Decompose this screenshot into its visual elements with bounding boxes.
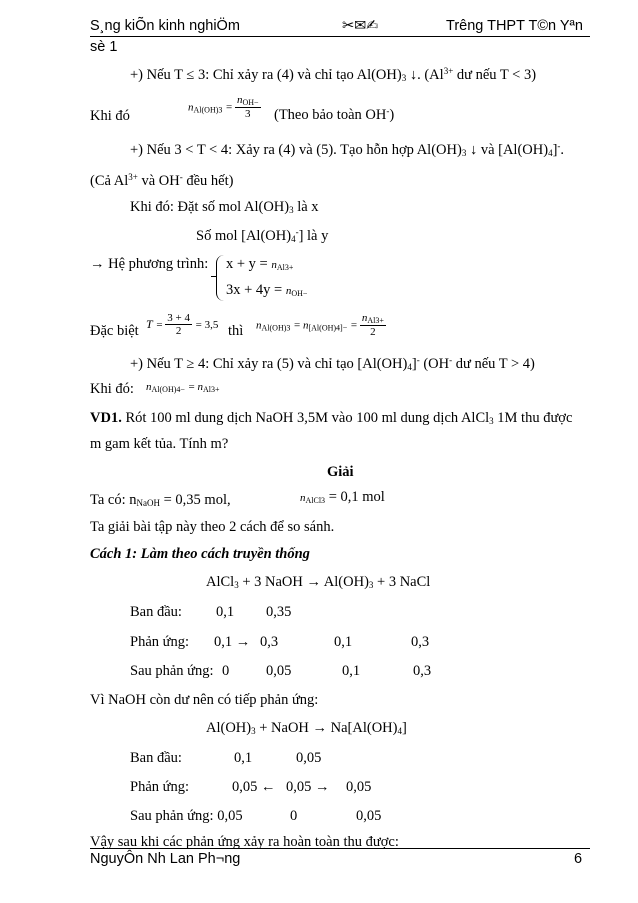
t1-react-alcl3: 0,1 → [214, 634, 251, 650]
t1-initial-label: Ban đầu: [130, 604, 182, 620]
t1-after-label: Sau phản ứng: [130, 663, 214, 679]
t1-after-naoh: 0,05 [266, 663, 292, 679]
t1-after-aloh3: 0,1 [342, 663, 361, 679]
given-alcl3: $n_{AlCl3} = 0,1$ mol [300, 489, 385, 505]
t2-react-product: 0,05 [346, 779, 372, 795]
page-number: 6 [574, 851, 583, 867]
when-label-2: Khi đó: [90, 381, 134, 397]
t2-after-naoh: 0 [290, 808, 298, 824]
system-brace [216, 255, 225, 301]
t2-after-product: 0,05 [356, 808, 382, 824]
special-then: thì [228, 323, 244, 339]
t2-react-aloh3: 0,05 ← [232, 779, 276, 795]
t1-react-nacl: 0,3 [411, 634, 430, 650]
header-rule [90, 36, 590, 37]
header-title: S¸ng kiÕn kinh nghiÖm [90, 18, 240, 34]
case-t-between-3-4: +) Nếu 3 < T < 4: Xảy ra (4) và (5). Tạo hỗn hợp $Al(OH)_3$ ↓ và $[Al(OH)_4]^-$. [130, 141, 565, 158]
system-eq-2: $3x + 4y = n_{OH-}$ [226, 282, 308, 298]
both-consumed-note: (Cả $Al^{3+}$ và OH- đều hết) [90, 172, 234, 189]
header-ornament: ✂✉✍ [342, 18, 379, 34]
formula-aloh4-eq-al: $n_{Al(OH)4-} = n_{Al3+}$ [146, 381, 220, 394]
footer-author: NguyÔn Nh Lan Ph¬ng [90, 851, 241, 867]
special-label: Đặc biệt [90, 323, 139, 339]
t1-react-aloh3: 0,1 [334, 634, 353, 650]
t2-initial-naoh: 0,05 [296, 750, 322, 766]
header-school-line2: sè 1 [90, 39, 118, 55]
t1-react-naoh: 0,3 [260, 634, 279, 650]
case-t-le-3: +) Nếu T ≤ 3: Chỉ xảy ra (4) và chỉ tạo $Al(OH)_3$ ↓. ($Al^{3+}$ dư nếu T < 3) [130, 66, 537, 83]
t2-initial-label: Ban đầu: [130, 750, 182, 766]
t1-react-label: Phản ứng: [130, 634, 190, 650]
t1-initial-naoh: 0,35 [266, 604, 292, 620]
solution-heading: Giải [327, 464, 354, 480]
t2-react-label: Phản ứng: [130, 779, 190, 795]
when-label-1: Khi đó [90, 108, 130, 124]
t2-react-naoh: 0,05 → [286, 779, 330, 795]
t1-after-alcl3: 0 [222, 663, 230, 679]
method-1-heading: Cách 1: Làm theo cách truyền thống [90, 546, 310, 562]
conclusion-line: Vậy sau khi các phản ứng xảy ra hoàn toàn thu được: [90, 834, 399, 850]
given-naoh: Ta có: $n_{NaOH} = 0,35$ mol, [90, 492, 231, 508]
define-x: Khi đó: Đặt số mol $Al(OH)_3$ là x [130, 199, 319, 215]
special-n-formula: $n_{Al(OH)3} = n_{[Al(OH)4]-}$ = $\frac{n_{Al3+}}{2}$ [256, 312, 384, 338]
special-t-formula: T = $\frac{3 + 4}{2}$ = 3,5 [146, 312, 219, 337]
t1-after-nacl: 0,3 [413, 663, 432, 679]
fraction-oh-over-3: $\frac{n_{OH-}}{3}$ [236, 94, 259, 120]
t2-initial-aloh3: 0,1 [234, 750, 253, 766]
t1-initial-alcl3: 0,1 [216, 604, 235, 620]
page-header [90, 18, 590, 36]
example-1: VD1. Rót 100 ml dung dịch NaOH 3,5M vào 100 ml dung dịch AlCl$_3$ 1M thu được [90, 410, 573, 426]
equation-2: $Al(OH)_3$ + NaOH → $Na[Al(OH)_4]$ [206, 720, 407, 736]
define-y: Số mol $[Al(OH)_4^-]$ là y [196, 227, 329, 244]
system-label: → Hệ phương trình: [90, 256, 209, 272]
case-t-ge-4: +) Nếu T ≥ 4: Chỉ xảy ra (5) và chỉ tạo $[Al(OH)_4]^-$ (OH- dư nếu T > 4) [130, 355, 535, 372]
system-eq-1: $x + y = n_{Al3+}$ [226, 256, 294, 272]
conservation-note: (Theo bảo toàn OH-) [274, 106, 395, 123]
header-school: Trêng THPT T©n Yªn [446, 18, 583, 34]
footer-rule [90, 848, 590, 849]
example-1-question: m gam kết tủa. Tính m? [90, 436, 229, 452]
formula-n-aloh3: $n_{Al(OH)3}$ = $\frac{n_{OH-}}{3}$ [188, 94, 259, 120]
equation-1: AlCl$_3$ + 3 NaOH → $Al(OH)_3 + 3$ NaCl [206, 574, 431, 590]
excess-note: Vì NaOH còn dư nên có tiếp phản ứng: [90, 692, 319, 708]
two-methods-note: Ta giải bài tập này theo 2 cách để so sánh. [90, 519, 335, 535]
t2-after-label: Sau phản ứng: 0,05 [130, 808, 243, 824]
